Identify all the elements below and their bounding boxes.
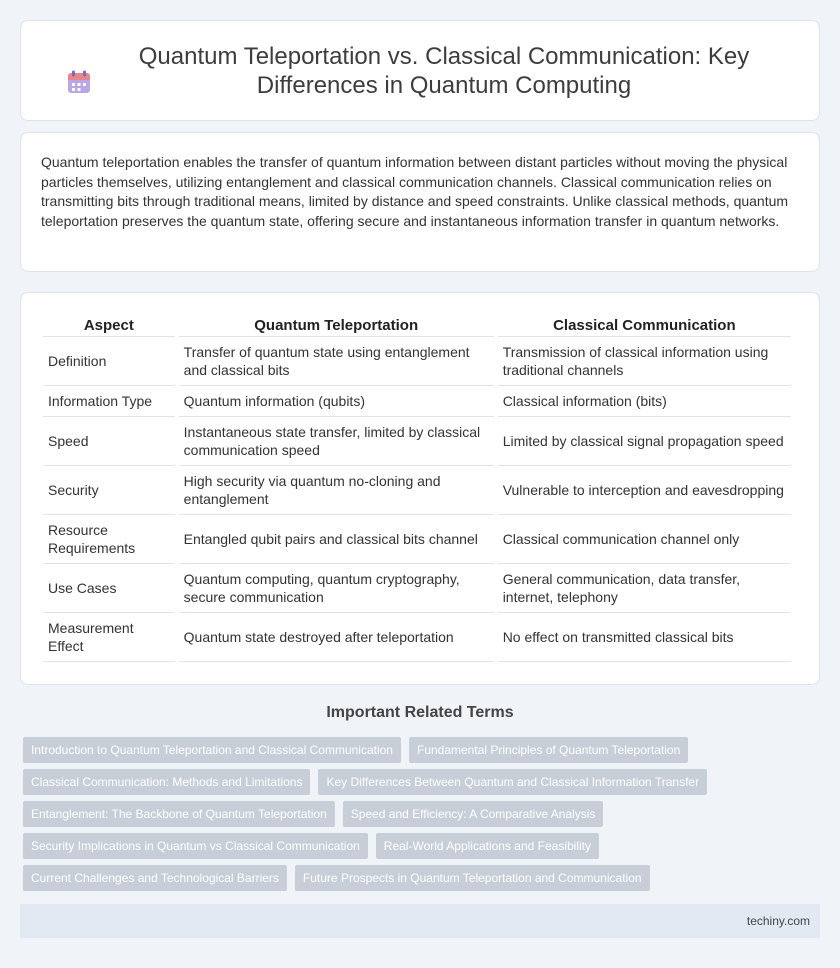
comparison-card <box>20 292 820 685</box>
table-cell: Use Cases <box>43 564 175 613</box>
table-cell: General communication, data transfer, internet, telephony <box>498 564 791 613</box>
related-term-tag[interactable]: Classical Communication: Methods and Limitations <box>23 769 310 795</box>
table-row <box>43 564 791 613</box>
table-cell: Measurement Effect <box>43 613 175 662</box>
related-term-tag[interactable]: Key Differences Between Quantum and Classical Information Transfer <box>318 769 707 795</box>
related-terms-list <box>23 737 823 897</box>
table-row <box>43 466 791 515</box>
table-cell: High security via quantum no-cloning and entanglement <box>179 466 494 515</box>
table-row <box>43 613 791 662</box>
table-cell: Classical information (bits) <box>498 386 791 417</box>
table-row <box>43 386 791 417</box>
intro-paragraph: Quantum teleportation enables the transfer of quantum information between distant particles without moving the physical particles themselves, utilizing entanglement and classical communication channels. Classical communication relies on transmitting bits through traditional means, limited by distance and speed constraints. Unlike classical methods, quantum teleportation preserves the quantum state, offering secure and instantaneous information transfer in quantum networks. <box>41 154 789 229</box>
intro-card <box>20 132 820 272</box>
comparison-table <box>39 315 795 662</box>
table-cell: Vulnerable to interception and eavesdropping <box>498 466 791 515</box>
table-cell: Transmission of classical information using traditional channels <box>498 337 791 386</box>
related-term-tag[interactable]: Introduction to Quantum Teleportation and Classical Communication <box>23 737 401 763</box>
table-cell: Information Type <box>43 386 175 417</box>
table-cell: Instantaneous state transfer, limited by classical communication speed <box>179 417 494 466</box>
table-row <box>43 417 791 466</box>
table-cell: Transfer of quantum state using entanglement and classical bits <box>179 337 494 386</box>
table-header-row <box>43 315 791 337</box>
table-cell: Speed <box>43 417 175 466</box>
calendar-icon <box>66 69 92 95</box>
related-term-tag[interactable]: Future Prospects in Quantum Teleportation and Communication <box>295 865 650 891</box>
related-term-tag[interactable]: Entanglement: The Backbone of Quantum Teleportation <box>23 801 335 827</box>
related-term-tag[interactable]: Security Implications in Quantum vs Classical Communication <box>23 833 368 859</box>
title-card <box>20 20 820 121</box>
footer-site-link[interactable]: techiny.com <box>746 914 810 928</box>
related-terms-title: Important Related Terms <box>326 704 514 721</box>
table-cell: Resource Requirements <box>43 515 175 564</box>
table-row <box>43 337 791 386</box>
header-aspect: Aspect <box>43 315 175 337</box>
table-cell: Quantum state destroyed after teleportation <box>179 613 494 662</box>
page-title: Quantum Teleportation vs. Classical Communication: Key Differences in Quantum Computing <box>138 42 750 99</box>
table-cell: Entangled qubit pairs and classical bits channel <box>179 515 494 564</box>
table-row <box>43 515 791 564</box>
header-quantum: Quantum Teleportation <box>179 315 494 337</box>
related-term-tag[interactable]: Current Challenges and Technological Barriers <box>23 865 287 891</box>
related-term-tag[interactable]: Fundamental Principles of Quantum Teleportation <box>409 737 688 763</box>
table-cell: Security <box>43 466 175 515</box>
table-cell: Quantum information (qubits) <box>179 386 494 417</box>
header-classical: Classical Communication <box>498 315 791 337</box>
related-term-tag[interactable]: Speed and Efficiency: A Comparative Analysis <box>343 801 604 827</box>
footer <box>20 904 820 938</box>
related-term-tag[interactable]: Real-World Applications and Feasibility <box>376 833 599 859</box>
table-cell: No effect on transmitted classical bits <box>498 613 791 662</box>
table-cell: Quantum computing, quantum cryptography, secure communication <box>179 564 494 613</box>
table-cell: Limited by classical signal propagation speed <box>498 417 791 466</box>
table-cell: Definition <box>43 337 175 386</box>
table-cell: Classical communication channel only <box>498 515 791 564</box>
